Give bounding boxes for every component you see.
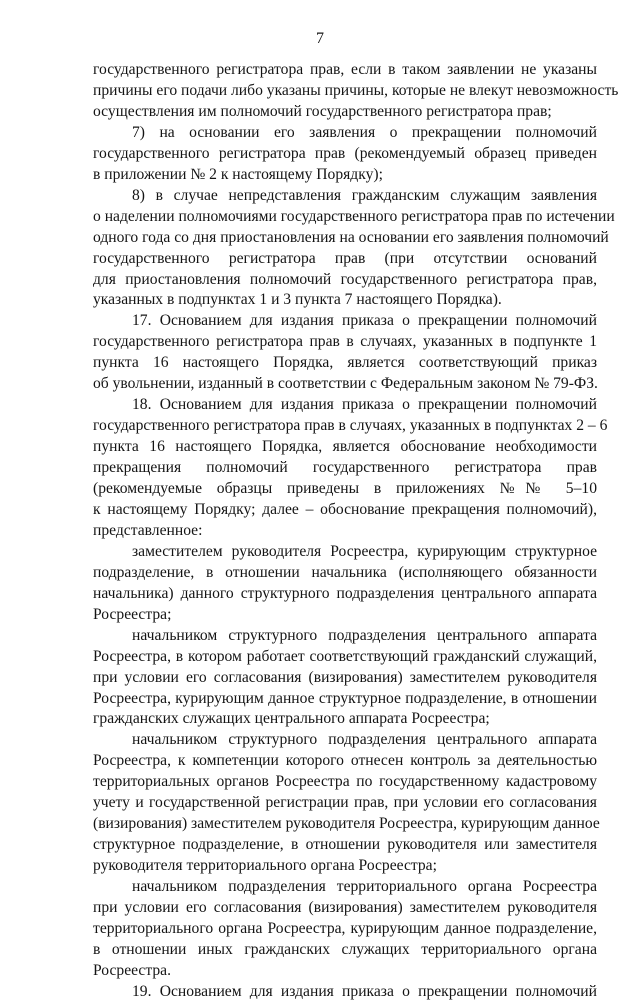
- text-line: представленное:: [93, 521, 203, 539]
- text-line: (рекомендуемые образцы приведены в приложениях №№ 5–10: [93, 480, 597, 497]
- text-line: 8) в случае непредставления гражданским служащим заявления: [132, 186, 597, 204]
- text-line: причины его подачи либо указаны причины, которые не влекут невозможность: [93, 81, 619, 99]
- text-line: осуществления им полномочий государственного регистратора прав;: [93, 102, 552, 120]
- text-line: Росреестра, курирующим данное структурное подразделение, в отношении: [93, 689, 597, 707]
- text-line: государственного регистратора прав в случаях, указанных в подпунктах 2 – 6: [93, 417, 608, 435]
- text-line: подразделение, в отношении начальника (исполняющего обязанности: [93, 563, 597, 581]
- text-line: начальником подразделения территориального органа Росреестра: [132, 878, 597, 896]
- text-line: при условии его согласования (визирования) заместителем руководителя: [93, 668, 597, 686]
- text-line: Росреестра, в котором работает соответствующий гражданский служащий,: [93, 647, 597, 665]
- text-line: государственного регистратора прав (рекомендуемый образец приведен: [93, 144, 597, 162]
- text-line: 18. Основанием для издания приказа о прекращении полномочий: [132, 396, 597, 414]
- text-line: гражданских служащих центрального аппарата Росреестра;: [93, 710, 490, 728]
- text-line: государственного регистратора прав, если в таком заявлении не указаны: [93, 61, 597, 78]
- text-line: при условии его согласования (визирования) заместителем руководителя: [93, 899, 597, 916]
- text-line: территориальных органов Росреестра по государственному кадастровому: [93, 773, 597, 791]
- text-line: в приложении № 2 к настоящему Порядку);: [93, 165, 383, 183]
- text-line: государственного регистратора прав (при отсутствии оснований: [93, 249, 597, 267]
- text-line: об увольнении, изданный в соответствии с Федеральным законом № 79-ФЗ.: [93, 375, 598, 393]
- text-line: Росреестра.: [93, 961, 171, 979]
- text-line: Росреестра, к компетенции которого отнесен контроль за деятельностью: [93, 752, 597, 770]
- text-line: начальника) данного структурного подразделения центрального аппарата: [93, 584, 597, 602]
- text-line: о наделении полномочиями государственного регистратора прав по истечении: [93, 207, 615, 225]
- text-line: 7) на основании его заявления о прекращении полномочий: [132, 123, 597, 141]
- text-line: государственного регистратора прав в случаях, указанных в подпункте 1: [93, 333, 597, 351]
- text-line: указанных в подпунктах 1 и 3 пункта 7 настоящего Порядка).: [93, 291, 502, 309]
- text-line: в отношении иных гражданских служащих территориального органа: [93, 940, 597, 958]
- text-line: начальником структурного подразделения центрального аппарата: [132, 626, 597, 644]
- text-line: 17. Основанием для издания приказа о прекращении полномочий: [132, 312, 597, 330]
- text-line: пункта 16 настоящего Порядка, является соответствующий приказ: [93, 354, 597, 372]
- text-line: (визирования) заместителем руководителя Росреестра, курирующим данное: [93, 815, 600, 833]
- text-line: для приостановления полномочий государственного регистратора прав,: [93, 270, 597, 288]
- text-line: заместителем руководителя Росреестра, курирующим структурное: [132, 542, 597, 560]
- page-number: 7: [316, 30, 324, 47]
- text-line: пункта 16 настоящего Порядка, является обоснование необходимости: [93, 438, 597, 456]
- text-line: к настоящему Порядку; далее – обоснование прекращения полномочий),: [93, 500, 597, 518]
- text-line: прекращения полномочий государственного регистратора прав: [93, 459, 597, 477]
- text-line: 19. Основанием для издания приказа о прекращении полномочий: [132, 982, 597, 1000]
- text-line: территориального органа Росреестра, курирующим данное подразделение,: [93, 919, 597, 937]
- text-line: начальником структурного подразделения центрального аппарата: [132, 731, 597, 749]
- text-line: руководителя территориального органа Росреестра;: [93, 857, 437, 875]
- text-line: учету и государственной регистрации прав, при условии его согласования: [93, 794, 597, 812]
- text-line: Росреестра;: [93, 605, 172, 623]
- text-line: структурное подразделение, в отношении руководителя или заместителя: [93, 836, 597, 854]
- text-line: одного года со дня приостановления на основании его заявления полномочий: [93, 228, 609, 246]
